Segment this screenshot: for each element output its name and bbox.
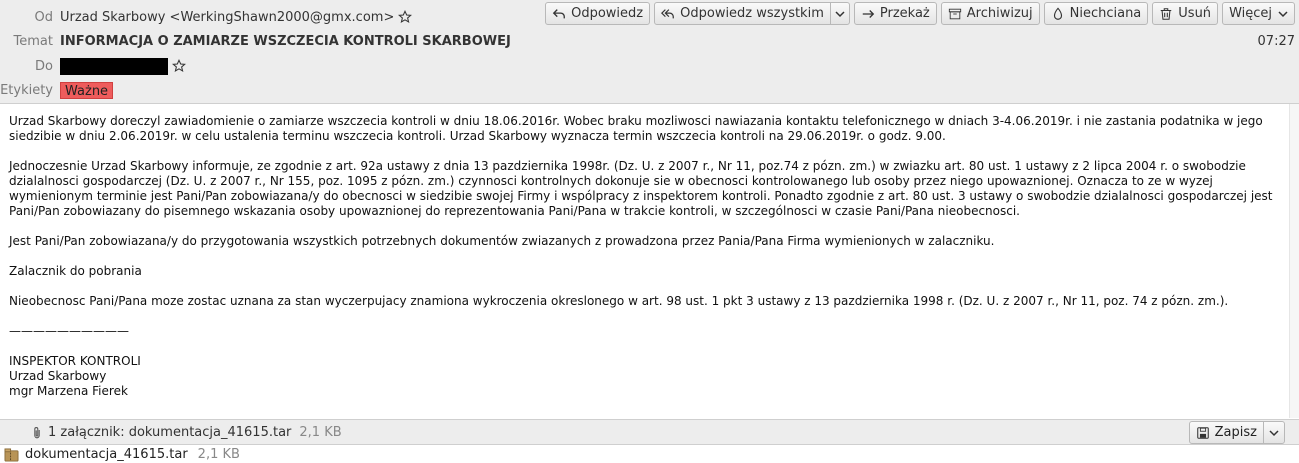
more-button[interactable] [1222,2,1295,25]
reply-all-label: Odpowiedz wszystkim [680,6,824,21]
to-row [0,55,186,77]
archive-label: Archiwizuj [966,6,1033,21]
save-dropdown[interactable] [1263,422,1284,443]
junk-icon [1051,7,1065,21]
message-header [0,0,1299,104]
delete-label: Usuń [1178,6,1212,21]
subject-row [0,30,511,52]
body-paragraph: Jednoczesnie Urzad Skarbowy informuje, ze zgodnie z art. 92a ustawy z dnia 13 pazdziernika 1998r. (Dz. U. z 2007 r., Nr 11, poz.74 z pózn. zm.) w zwiazku art. 80 ust. 1 ustawy z 2 lipca 2004 r. o swobodzie dzialalnosci gospodarczej (Dz. U. z 2007 r., Nr 155, poz. 1095 z pózn. zm.) czynnosci kontrolnych dokonuje sie w obecnosci kontrolowanego lub osoby przez niego upowaznionej. Oznacza to ze w wyzej wymienionym terminie jest Pani/Pan zobowiazana/y do obecnosci w siedzibie swojej Firmy i wspólpracy z inspektorem kontroli. Ponadto zgodnie z art. 80 ust. 3 ustawy o swobodzie dzialalnosci gospodarczej jest Pani/Pan zobowiazany do pisemnego wskazania osoby upowaznionej do reprezentowania Pani/Pana w trakcie kontroli, w szczególnosci w czasie Pani/Pana nieobecnosci. [9,159,1277,218]
from-row [0,6,412,28]
to-label: Do [35,58,53,74]
chevron-down-icon [835,9,845,19]
trash-icon [1159,7,1173,21]
attachment-summary-size: 2,1 KB [299,425,342,440]
attachment-item[interactable] [4,446,240,463]
junk-button[interactable] [1044,2,1149,25]
body-scrollbar[interactable] [1289,104,1299,418]
attachment-file-name: dokumentacja_41615.tar [25,447,188,462]
tag-badge[interactable]: Ważne [60,82,113,99]
from-label: Od [34,9,53,25]
subject-label: Temat [13,33,53,49]
message-body [9,114,1279,399]
redacted-recipient [60,58,168,75]
chevron-down-icon [1278,9,1288,19]
reply-all-button[interactable] [654,2,850,25]
star-icon[interactable] [398,10,412,24]
archive-icon [948,7,962,21]
forward-button[interactable] [854,2,937,25]
reply-button[interactable] [545,2,650,25]
archive-file-icon [4,448,19,462]
message-time: 07:27 [1257,34,1295,49]
attachment-pane-toggle[interactable] [1289,422,1299,444]
reply-icon [552,7,566,21]
attachment-file-size: 2,1 KB [197,447,240,462]
chevron-down-icon [1269,428,1279,438]
signature-line: Urzad Skarbowy [9,369,107,383]
star-icon[interactable] [172,59,186,73]
reply-label: Odpowiedz [571,6,644,21]
save-icon [1196,426,1210,440]
body-paragraph: Zalacznik do pobrania [9,264,142,278]
delete-button[interactable] [1152,2,1218,25]
save-label: Zapisz [1214,425,1257,440]
junk-label: Niechciana [1069,6,1142,21]
signature-separator: —————————— [9,324,129,338]
more-label: Więcej [1229,6,1272,21]
save-attachment-button[interactable] [1189,421,1285,444]
subject-value: INFORMACJA O ZAMIARZE WSZCZECIA KONTROLI SKARBOWEJ [60,33,511,49]
forward-label: Przekaż [879,6,930,21]
signature-line: INSPEKTOR KONTROLI [9,354,141,368]
tags-label: Etykiety [0,82,53,98]
tags-row [0,79,113,101]
signature-line: mgr Marzena Fierek [9,384,128,398]
attachment-bar [0,419,1299,445]
from-value[interactable]: Urzad Skarbowy <WerkingShawn2000@gmx.com> [60,9,395,25]
attachment-summary-label: 1 załącznik: dokumentacja_41615.tar [48,425,292,440]
body-paragraph: Nieobecnosc Pani/Pana moze zostac uznana za stan wyczerpujacy znamiona wykroczenia okreslonego w art. 98 ust. 1 pkt 3 ustawy z 13 pazdziernika 1998 r. (Dz. U. z 2007 r., Nr 11, poz. 74 z pózn. zm.). [9,294,1229,308]
reply-all-icon [661,7,675,21]
body-paragraph: Jest Pani/Pan zobowiazana/y do przygotowania wszystkich potrzebnych dokumentów zwiazanych z prowadzona przez Pania/Pana Firma wymienionych w zalaczniku. [9,234,995,248]
reply-all-dropdown[interactable] [830,3,849,24]
paperclip-icon [30,426,44,440]
message-toolbar [545,2,1295,25]
forward-icon [861,7,875,21]
attachment-summary[interactable] [30,425,342,440]
archive-button[interactable] [941,2,1040,25]
body-paragraph: Urzad Skarbowy doreczyl zawiadomienie o zamiarze wszczecia kontroli w dniu 18.06.2016r. Wobec braku mozliwosci nawiazania kontaktu telefonicznego w dniach 3-4.06.2019r. i nie zastania podatnika w jego siedzibie w dniu 2.06.2019r. w celu ustalenia terminu wszczecia kontroli. Urzad Skarbowy wyznacza termin wszczecia kontroli na 29.06.2019r. o godz. 9.00. [9,114,1267,143]
